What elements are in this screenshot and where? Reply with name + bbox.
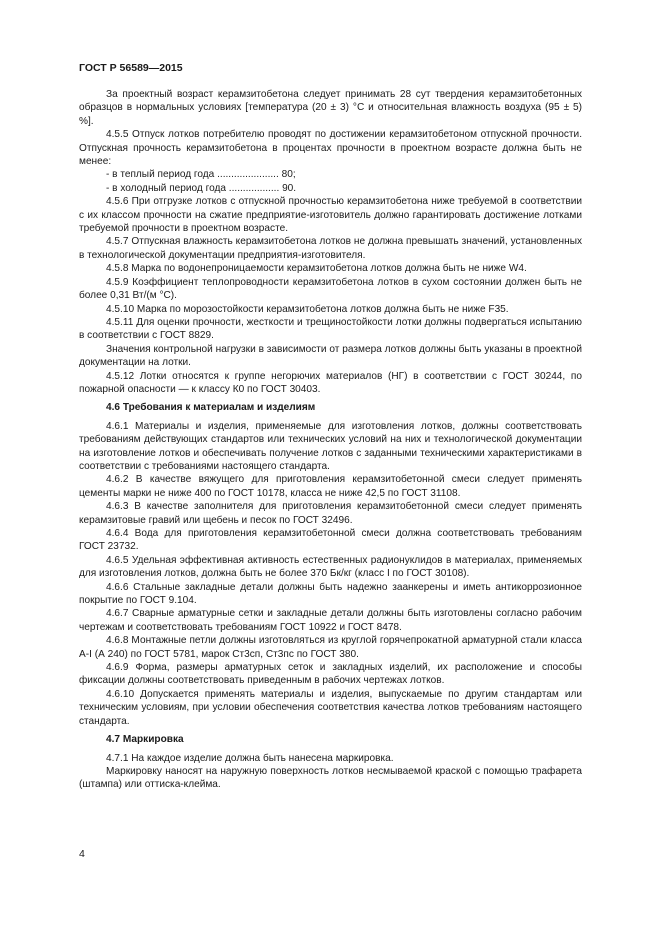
paragraph: 4.5.9 Коэффициент теплопроводности керамзитобетона лотков в сухом состоянии должен быть не более 0,31 Вт/(м °С).	[79, 276, 582, 302]
paragraph: 4.6.4 Вода для приготовления керамзитобетонной смеси должна соответствовать требованиям ГОСТ 23732.	[79, 528, 582, 553]
section-heading: 4.6 Требования к материалам и изделиям	[106, 402, 316, 414]
list-item: - в теплый период года ...................... 80;	[106, 169, 296, 181]
paragraph: 4.5.10 Марка по морозостойкости керамзитобетона лотков должна быть не ниже F35.	[106, 303, 509, 315]
paragraph: 4.6.6 Стальные закладные детали должны быть надежно заанкерены и иметь антикоррозионное покрытие по ГОСТ 9.104.	[79, 581, 582, 607]
paragraph: 4.5.7 Отпускная влажность керамзитобетона лотков не должна превышать значений, установленных в технологической документации предприятия-изготовителя.	[79, 236, 582, 261]
paragraph: 4.6.1 Материалы и изделия, применяемые для изготовления лотков, должны соответствовать требованиям действующих стандартов или технических условий на них и технологической документации на изготовление лотков и обеспечивать получение лотков с заданными техническими характеристиками в соответствии с требованиями настоящего стандарта.	[79, 420, 582, 472]
list-item: - в холодный период года .................. 90.	[106, 182, 297, 194]
paragraph: 4.5.8 Марка по водонепроницаемости керамзитобетона лотков должна быть не ниже W4.	[106, 263, 527, 275]
paragraph: 4.6.2 В качестве вяжущего для приготовления керамзитобетонной смеси следует применять цементы марки не ниже 400 по ГОСТ 10178, класса не ниже 42,5 по ГОСТ 31108.	[79, 474, 582, 499]
paragraph: 4.6.10 Допускается применять материалы и изделия, выпускаемые по другим стандартам или техническим условиям, при условии обеспечения соответствия качества лотков требованиям настоящего стандарта.	[79, 688, 582, 727]
paragraph: Значения контрольной нагрузки в зависимости от размера лотков должны быть указаны в проектной документации на лотки.	[79, 343, 582, 369]
page-number: 4	[79, 848, 85, 860]
document-header: ГОСТ Р 56589—2015	[79, 62, 183, 74]
paragraph: 4.6.8 Монтажные петли должны изготовляться из круглой горячепрокатной арматурной стали класса А-I (А 240) по ГОСТ 5781, марок Ст3сп, Ст3пс по ГОСТ 380.	[79, 635, 582, 660]
paragraph: 4.7.1 На каждое изделие должна быть нанесена маркировка.	[106, 752, 394, 764]
paragraph: 4.6.9 Форма, размеры арматурных сеток и закладных изделий, их расположение и способы фиксации должны соответствовать приведенным в рабочих чертежах лотков.	[79, 662, 582, 687]
paragraph: 4.6.5 Удельная эффективная активность естественных радионуклидов в материалах, применяемых для изготовления лотков, должна быть не более 370 Бк/кг (класс I по ГОСТ 30108).	[79, 554, 582, 580]
paragraph: За проектный возраст керамзитобетона следует принимать 28 сут твердения керамзитобетонных образцов в нормальных условиях [температура (20 ± 3) °С и относительная влажность воздуха (95 ± 5) %].	[79, 89, 582, 127]
paragraph: 4.5.6 При отгрузке лотков с отпускной прочностью керамзитобетона ниже требуемой в соответствии с их классом прочности на сжатие предприятие-изготовитель должно гарантировать достижение лотками требуемой прочности в проектном возрасте.	[79, 196, 582, 235]
paragraph: 4.5.11 Для оценки прочности, жесткости и трещиностойкости лотки должны подвергаться испытанию в соответствии с ГОСТ 8829.	[79, 316, 582, 342]
paragraph: 4.6.3 В качестве заполнителя для приготовления керамзитобетонной смеси следует применять керамзитовые гравий или щебень и песок по ГОСТ 32496.	[79, 501, 582, 526]
section-heading: 4.7 Маркировка	[106, 734, 184, 746]
paragraph: 4.5.5 Отпуск лотков потребителю проводят по достижении керамзитобетоном отпускной прочности. Отпускная прочность керамзитобетона в процентах прочности в проектном возрасте должна быть не менее:	[79, 129, 582, 168]
paragraph: 4.5.12 Лотки относятся к группе негорючих материалов (НГ) в соответствии с ГОСТ 30244, по пожарной опасности — к классу К0 по ГОСТ 30403.	[79, 370, 582, 395]
paragraph: Маркировку наносят на наружную поверхность лотков несмываемой краской с помощью трафарета (штампа) или оттиска-клейма.	[79, 765, 582, 791]
document-body	[79, 88, 582, 792]
paragraph: 4.6.7 Сварные арматурные сетки и закладные детали должны быть изготовлены согласно рабочим чертежам и соответствовать требованиям ГОСТ 10922 и ГОСТ 8478.	[79, 608, 582, 633]
